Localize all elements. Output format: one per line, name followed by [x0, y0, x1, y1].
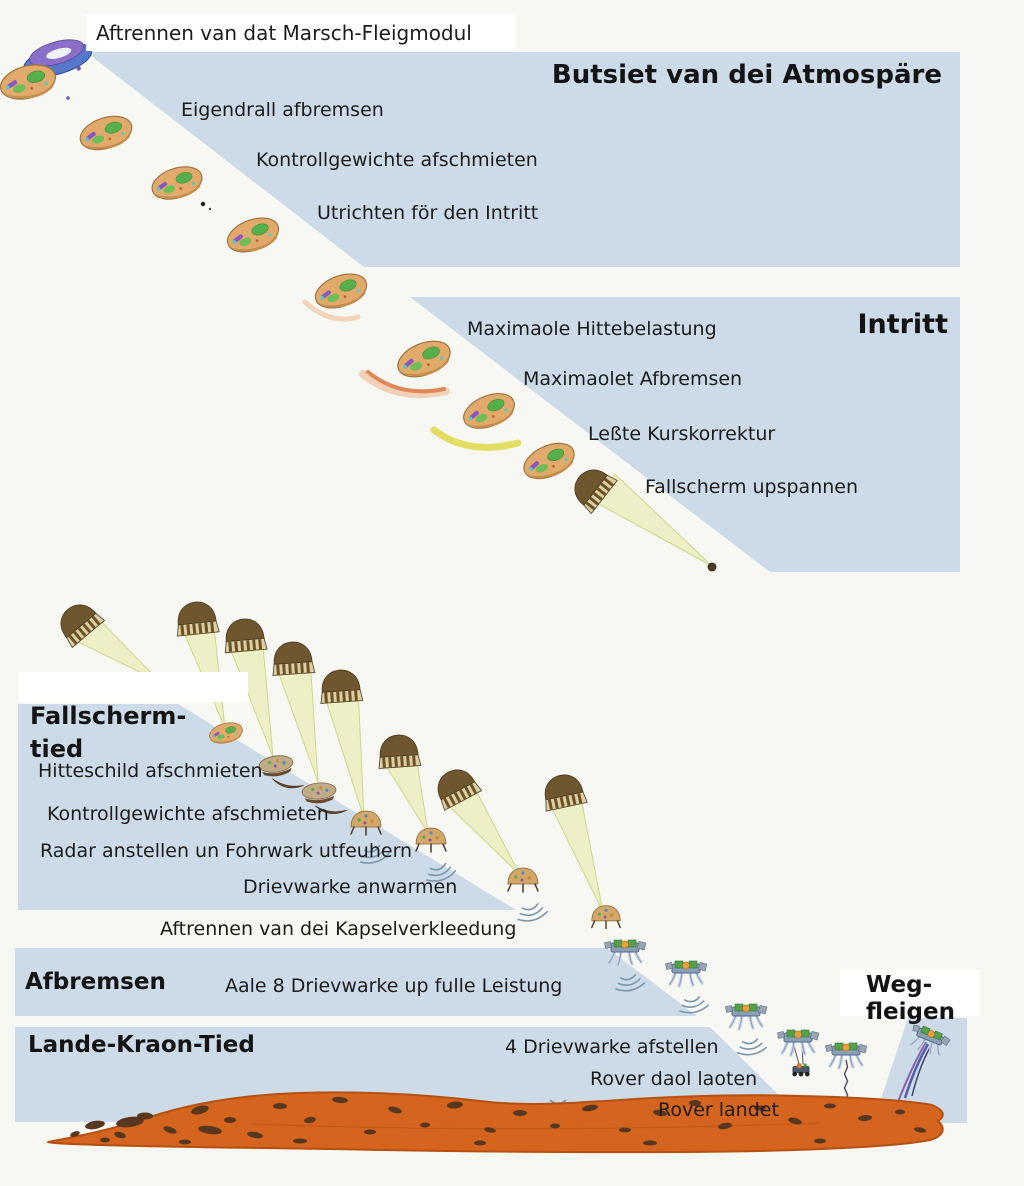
step-radar-fohrwark: Radar anstellen un Fohrwark utfeuhern	[40, 840, 413, 862]
step-max-hittebelastung: Maximaole Hittebelastung	[467, 318, 717, 340]
step-rover-landet: Rover landet	[658, 1099, 779, 1121]
phase-title-entry: Intritt	[857, 309, 948, 340]
step-hitteschild: Hitteschild afschmieten	[38, 760, 263, 782]
step-max-afbremsen: Maximaolet Afbremsen	[523, 368, 743, 390]
phase-title-atmosphere: Butsiet van dei Atmospäre	[551, 60, 942, 90]
phase-title-parachute-line1: Fallscherm-	[30, 702, 187, 730]
sky-crane-lowering-figure	[777, 1030, 818, 1076]
phase-title-lande-kraon: Lande-Kraon-Tied	[28, 1032, 255, 1058]
step-fallscherm-upspannen: Fallscherm upspannen	[645, 476, 859, 498]
phase-title-afbremsen: Afbremsen	[25, 969, 166, 995]
phase-title-parachute-line2: tied	[30, 735, 84, 763]
step-drievwarke-anwarmen: Drievwarke anwarmen	[243, 876, 458, 898]
step-kapselverkleedung: Aftrennen van dei Kapselverkleedung	[160, 918, 517, 940]
step-leszte-kurskorrektur: Leßte Kurskorrektur	[588, 423, 776, 445]
cruise-separation-label: Aftrennen van dat Marsch-Fleigmodul	[96, 21, 472, 45]
step-aale-8-drievwarke: Aale 8 Drievwarke up fulle Leistung	[225, 975, 563, 997]
flyaway-label-line1: Weg-	[866, 972, 933, 998]
step-eigendrall-afbremsen: Eigendrall afbremsen	[181, 99, 384, 121]
step-4-drievwarke-afstellen: 4 Drievwarke afstellen	[505, 1036, 719, 1058]
cruise-separation-label-box	[86, 14, 516, 51]
step-kontrollgewichte-1: Kontrollgewichte afschmieten	[256, 149, 538, 171]
blank-label-box	[18, 672, 248, 702]
step-kontrollgewichte-2: Kontrollgewichte afschmieten	[47, 803, 329, 825]
step-rover-daol-laoten: Rover daol laoten	[590, 1068, 758, 1090]
flyaway-label-line2: fleigen	[866, 999, 955, 1025]
step-utrichten-intritt: Utrichten för den Intritt	[317, 202, 539, 224]
